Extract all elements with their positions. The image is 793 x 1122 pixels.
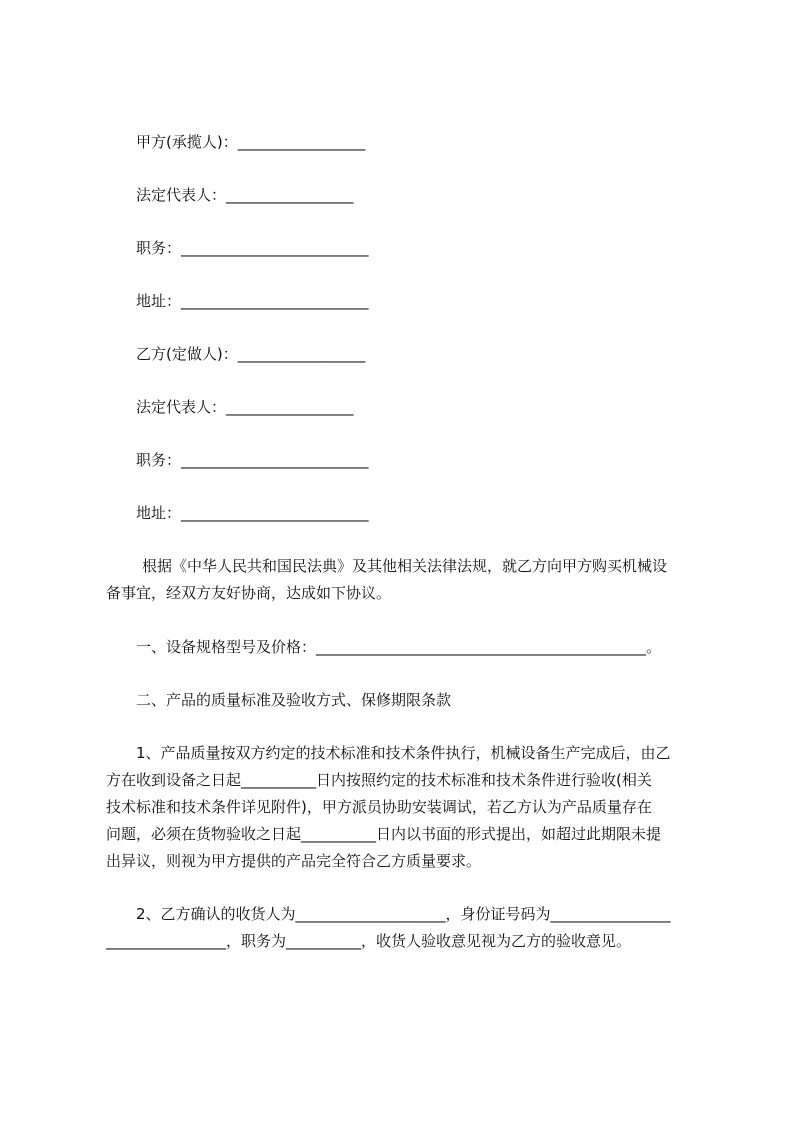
- party-a-address-field: [136, 291, 369, 311]
- party-b-address-field: [136, 503, 369, 523]
- fill-blank: _________________________: [181, 504, 369, 522]
- item-line: 1、产品质量按双方约定的技术标准和技术条件执行，机械设备生产完成后，由乙: [136, 744, 671, 762]
- fill-blank: _________________: [237, 133, 366, 151]
- party-b-name-field: [136, 344, 365, 364]
- field-label: 地址：: [136, 292, 182, 310]
- fill-blank: _________________: [226, 186, 354, 204]
- fill-blank: _________________: [226, 398, 354, 416]
- party-a-position-field: [136, 238, 369, 258]
- item-line: 技术标准和技术条件详见附件)，甲方派员协助安装调试，若乙方认为产品质量存在: [106, 798, 652, 816]
- party-a-name-field: [136, 132, 365, 152]
- preamble-line: 根据《中华人民共和国民法典》及其他相关法律法规，就乙方向甲方购买机械设: [142, 557, 668, 575]
- field-label: 职务：: [136, 451, 182, 469]
- field-label: 甲方(承揽人)：: [136, 133, 238, 151]
- clause-2-title: 二、产品的质量标准及验收方式、保修期限条款: [136, 691, 452, 709]
- item-line: 2、乙方确认的收货人为____________________，身份证号码为________________: [136, 905, 671, 923]
- item-line: 问题，必须在货物验收之日起__________日内以书面的形式提出，如超过此期限未提: [106, 825, 662, 843]
- party-a-legal-rep-field: [136, 185, 354, 205]
- field-label: 法定代表人：: [136, 398, 227, 416]
- fill-blank: _________________________: [181, 292, 369, 310]
- party-b-legal-rep-field: [136, 397, 354, 417]
- item-line: 出异议，则视为甲方提供的产品完全符合乙方质量要求。: [106, 852, 482, 870]
- fill-blank: _________________________: [181, 239, 369, 257]
- preamble-line: 备事宜，经双方友好协商，达成如下协议。: [106, 584, 392, 602]
- field-label: 地址：: [136, 504, 182, 522]
- fill-blank: _________________________: [181, 451, 369, 469]
- party-b-position-field: [136, 450, 369, 470]
- field-label: 职务：: [136, 239, 182, 257]
- clause-1-equipment-price: 一、设备规格型号及价格：____________________________________________。: [136, 638, 662, 656]
- item-line: 方在收到设备之日起__________日内按照约定的技术标准和技术条件进行验收(相关: [106, 771, 652, 789]
- field-label: 法定代表人：: [136, 186, 227, 204]
- item-line: ________________，职务为__________，收货人验收意见视为乙方的验收意见。: [106, 932, 632, 950]
- field-label: 乙方(定做人)：: [136, 345, 238, 363]
- fill-blank: _________________: [237, 345, 366, 363]
